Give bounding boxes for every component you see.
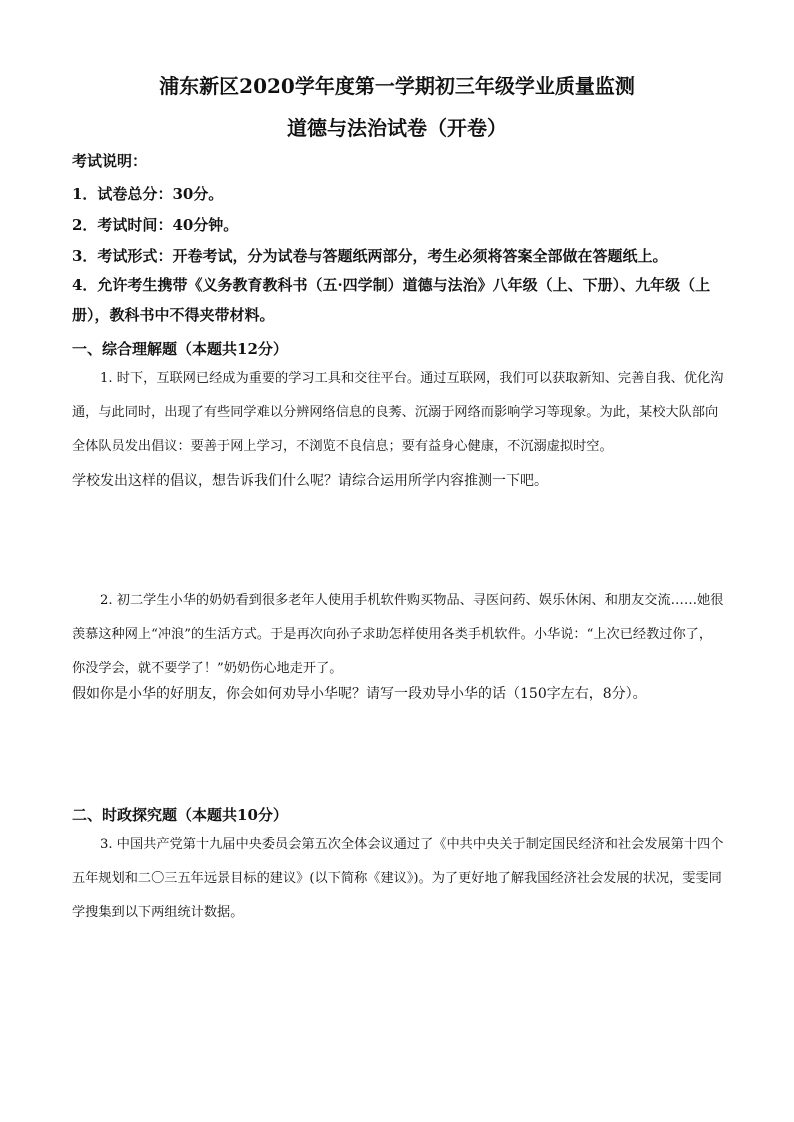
question-2-text: 2. 初二学生小华的奶奶看到很多老年人使用手机软件购买物品、寻医问药、娱乐休闲、和朋友交流……她很羡慕这种网上“冲浪”的生活方式。于是再次向孙子求助怎样使用各类手机软件。小华说：“上次已经教过你了，你没学会，就不要学了！”奶奶伤心地走开了。: [72, 593, 724, 676]
instruction-total-score: 1．试卷总分：30分。: [72, 185, 224, 203]
question-3-text: 3. 中国共产党第十九届中央委员会第五次全体会议通过了《中共中央关于制定国民经济和社会发展第十四个五年规划和二〇三五年远景目标的建议》(以下简称《建议》)。为了更好地了解我国经济社会发展的状况，雯雯同学搜集到以下两组统计数据。: [72, 837, 724, 920]
question-1-prompt: 学校发出这样的倡议，想告诉我们什么呢？请综合运用所学内容推测一下吧。: [72, 473, 548, 489]
section-2-heading: 二、时政探究题（本题共10分）: [72, 806, 288, 824]
question-1-text: 1. 时下，互联网已经成为重要的学习工具和交往平台。通过互联网，我们可以获取新知、完善自我、优化沟通，与此同时，出现了有些同学难以分辨网络信息的良莠、沉溺于网络而影响学习等现象。为此，某校大队部向全体队员发出倡议：要善于网上学习，不浏览不良信息；要有益身心健康，不沉溺虚拟时空。: [72, 371, 724, 454]
exam-subtitle: 道德与法治试卷（开卷）: [287, 116, 507, 140]
instruction-allowed-materials: 4．允许考生携带《义务教育教科书（五·四学制）道德与法治》八年级（上、下册）、九年级（上册），教科书中不得夹带材料。: [72, 276, 711, 324]
exam-title: 浦东新区2020学年度第一学期初三年级学业质量监测: [159, 74, 635, 98]
instruction-exam-time: 2．考试时间：40分钟。: [72, 216, 239, 234]
section-1-heading: 一、综合理解题（本题共12分）: [72, 340, 288, 358]
question-2-prompt: 假如你是小华的好朋友，你会如何劝导小华呢？请写一段劝导小华的话（150字左右，8分）。: [72, 686, 647, 702]
instructions-heading: 考试说明：: [72, 152, 148, 170]
instruction-exam-format: 3．考试形式：开卷考试，分为试卷与答题纸两部分，考生必须将答案全部做在答题纸上。: [72, 247, 668, 265]
